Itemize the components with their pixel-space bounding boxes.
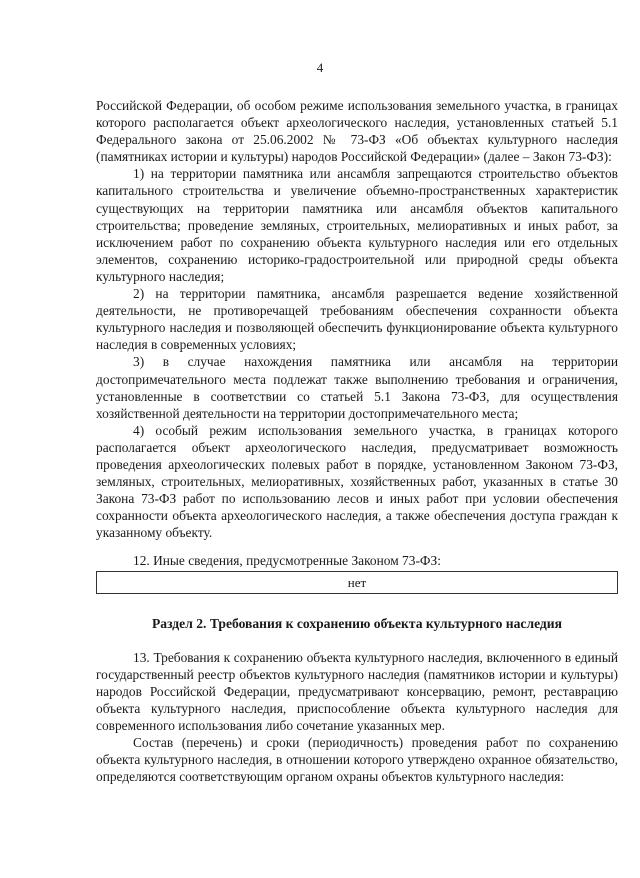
section-2-heading: Раздел 2. Требования к сохранению объекта культурного наследия [151, 615, 562, 631]
paragraph-item-4: 4) особый режим использования земельного участка, в границах которого располагается объект археологического наследия, предусматривает возможность проведения археологических полевых работ в порядке, установленном Законом 73-ФЗ, земляных, строительных, мелиоративных, хозяйственных работ, указанных в статье 30 Закона 73-ФЗ работ по использованию лесов и иных работ при условии обеспечения сохранности объекта археологического наследия, а также обеспечения доступа граждан к указанному объекту. [96, 422, 618, 541]
item-12-label: 12. Иные сведения, предусмотренные Законом 73-ФЗ: [133, 553, 441, 569]
page-number: 4 [316, 60, 324, 75]
item-13-continuation: Состав (перечень) и сроки (периодичность) проведения работ по сохранению объекта культурного наследия, в отношении которого утверждено охранное обязательство, определяются соответствующим органом охраны объектов культурного наследия: [96, 735, 618, 785]
item-12-value-box: нет [96, 571, 618, 594]
paragraph-item-1: 1) на территории памятника или ансамбля запрещаются строительство объектов капитального строительства и увеличение объемно-пространственных характеристик существующих на территории памятника или ансамбля объектов капитального строительства; проведение земляных, строительных, мелиоративных и иных работ, за исключением работ по сохранению объекта культурного наследия или его отдельных элементов, сохранению историко-градостроительной или природной среды объекта культурного наследия; [96, 166, 618, 284]
paragraph-item-2: 2) на территории памятника, ансамбля разрешается ведение хозяйственной деятельности, не противоречащей требованиям обеспечения сохранности объекта культурного наследия и позволяющей обеспечить функционирование объекта культурного наследия в современных условиях; [96, 286, 618, 353]
paragraph-intro: Российской Федерации, об особом режиме использования земельного участка, в границах которого располагается объект археологического наследия, установленных статьей 5.1 Федерального закона от 25.06.2002 № 73-ФЗ «Об объектах культурного наследия (памятниках истории и культуры) народов Российской Федерации» (далее – Закон 73-ФЗ): [96, 98, 618, 165]
paragraph-item-3: 3) в случае нахождения памятника или ансамбля на территории достопримечательного места подлежат также выполнению требования и ограничения, установленные в соответствии со статьей 5.1 Закона 73-ФЗ, для осуществления хозяйственной деятельности на территории достопримечательного места; [96, 354, 618, 421]
item-13-paragraph: 13. Требования к сохранению объекта культурного наследия, включенного в единый государственный реестр объектов культурного наследия (памятников истории и культуры) народов Российской Федерации, предусматривают консервацию, ремонт, реставрацию объекта культурного наследия, приспособление объекта культурного наследия для современного использования либо сочетание указанных мер. [96, 649, 618, 733]
document-body [96, 97, 618, 785]
